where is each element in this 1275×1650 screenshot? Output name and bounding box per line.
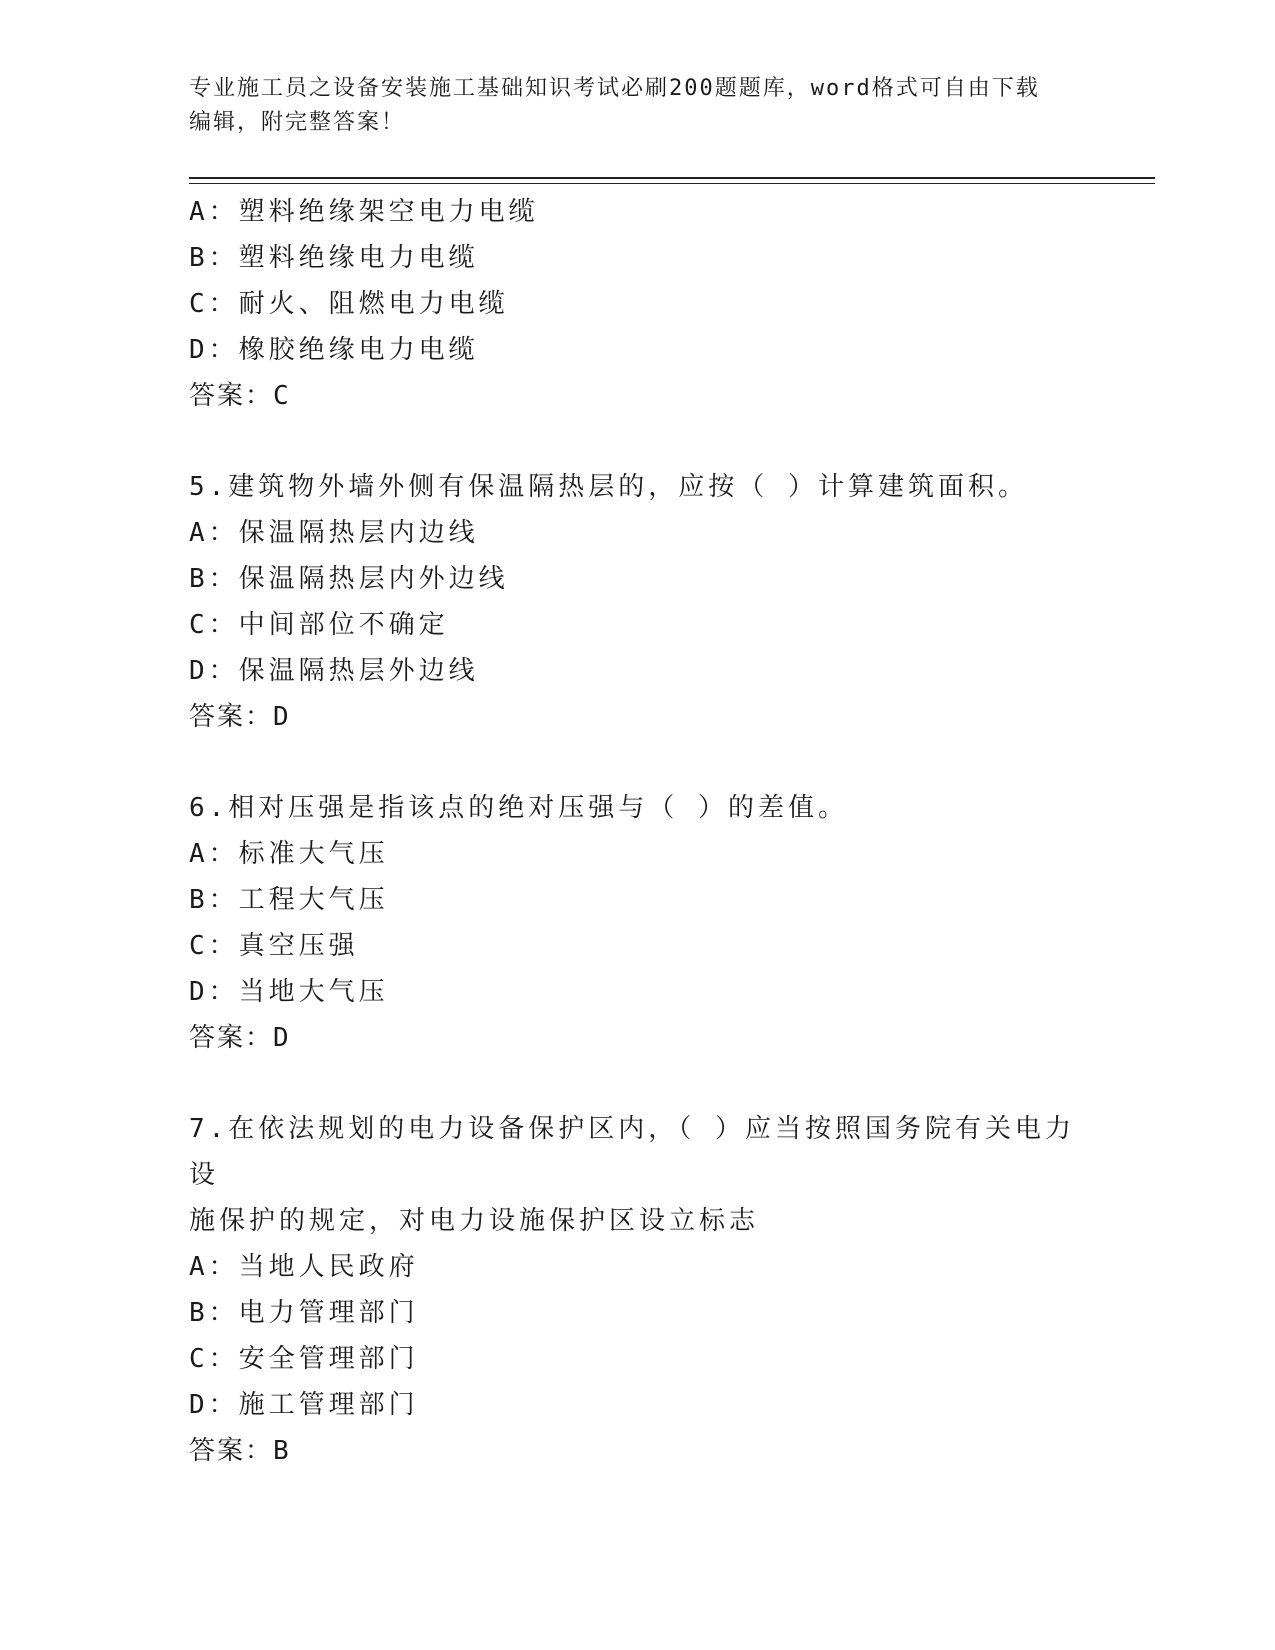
answer: 答案：B xyxy=(189,1436,291,1466)
question-list xyxy=(189,189,1089,1474)
option-c: C：真空压强 xyxy=(189,931,359,961)
option-b: B：工程大气压 xyxy=(189,885,389,915)
spacer xyxy=(189,740,1089,785)
header-line-2: 编辑，附完整答案！ xyxy=(189,110,406,135)
option-b: B：塑料绝缘电力电缆 xyxy=(189,243,479,273)
question-stem-line-1: 7.在依法规划的电力设备保护区内，（ ）应当按照国务院有关电力设 xyxy=(189,1114,1075,1190)
option-d: D：当地大气压 xyxy=(189,977,389,1007)
document-header xyxy=(189,72,1089,140)
option-c: C：安全管理部门 xyxy=(189,1344,419,1374)
question-4 xyxy=(189,189,1089,419)
spacer xyxy=(189,419,1089,464)
question-stem: 6.相对压强是指该点的绝对压强与（ ）的差值。 xyxy=(189,793,848,823)
option-d: D：保温隔热层外边线 xyxy=(189,656,479,686)
option-a: A：保温隔热层内边线 xyxy=(189,518,479,548)
question-5 xyxy=(189,464,1089,740)
question-stem: 5.建筑物外墙外侧有保温隔热层的，应按（ ）计算建筑面积。 xyxy=(189,472,1028,502)
header-line-1: 专业施工员之设备安装施工基础知识考试必刷200题题库，word格式可自由下载 xyxy=(189,76,1040,101)
option-d: D：橡胶绝缘电力电缆 xyxy=(189,335,479,365)
option-c: C：耐火、阻燃电力电缆 xyxy=(189,289,509,319)
option-a: A：标准大气压 xyxy=(189,839,389,869)
option-b: B：保温隔热层内外边线 xyxy=(189,564,509,594)
question-7 xyxy=(189,1106,1089,1474)
answer: 答案：D xyxy=(189,702,291,732)
option-b: B：电力管理部门 xyxy=(189,1298,419,1328)
option-c: C：中间部位不确定 xyxy=(189,610,449,640)
option-a: A：当地人民政府 xyxy=(189,1252,419,1282)
spacer xyxy=(189,1061,1089,1106)
answer: 答案：C xyxy=(189,381,291,411)
option-a: A：塑料绝缘架空电力电缆 xyxy=(189,197,539,227)
question-6 xyxy=(189,785,1089,1061)
answer: 答案：D xyxy=(189,1023,291,1053)
question-stem-line-2: 施保护的规定，对电力设施保护区设立标志 xyxy=(189,1206,760,1236)
header-divider-thin xyxy=(189,183,1155,184)
option-d: D：施工管理部门 xyxy=(189,1390,419,1420)
header-divider-thick xyxy=(189,177,1155,179)
